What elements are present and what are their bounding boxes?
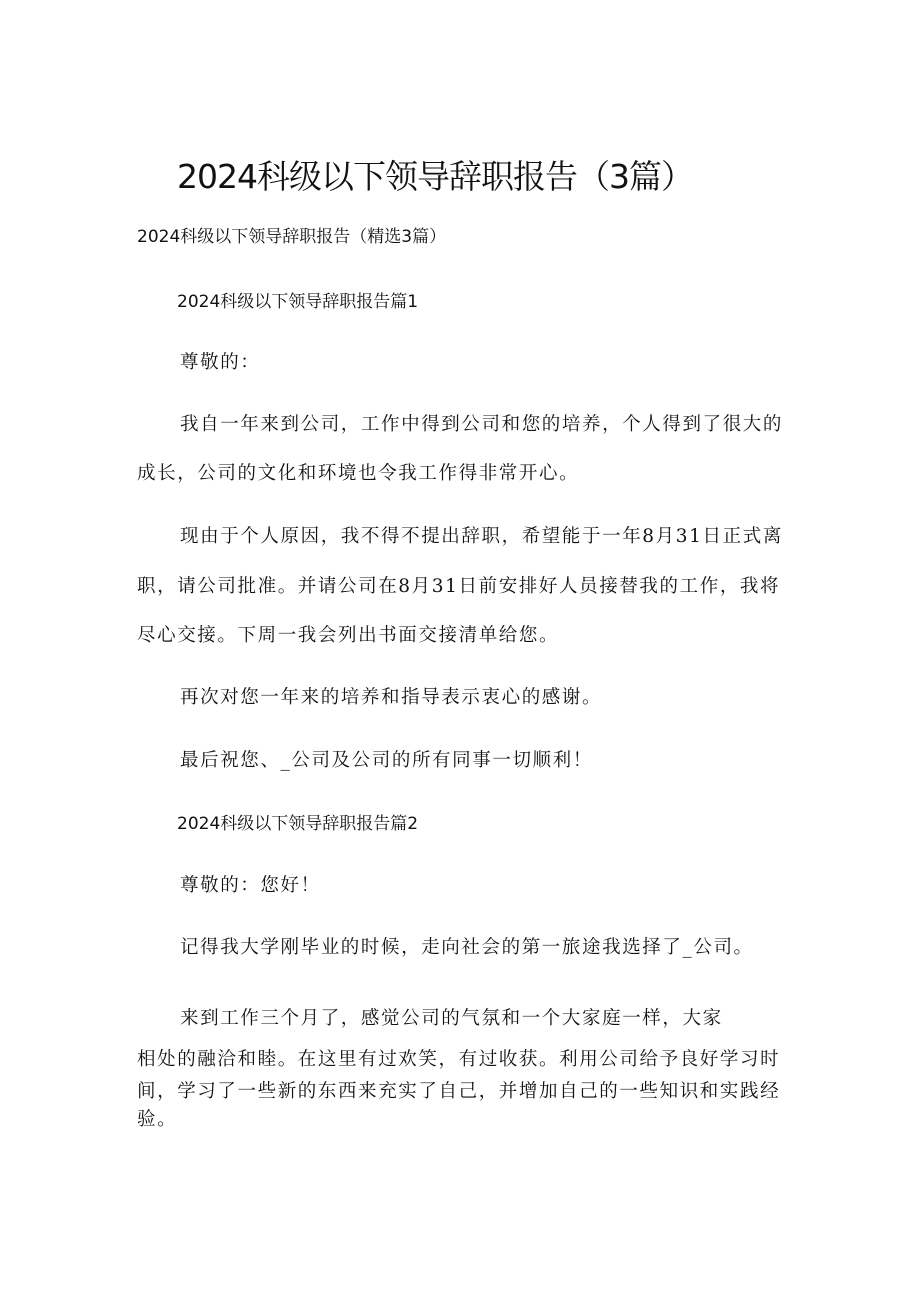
- paragraph-line: 验。: [137, 1109, 178, 1130]
- section-2-heading: 2024科级以下领导辞职报告篇2: [177, 814, 419, 834]
- paragraph-line: 间，学习了一些新的东西来充实了自己，并增加自己的一些知识和实践经: [137, 1081, 781, 1102]
- paragraph-line: 成长，公司的文化和环境也令我工作得非常开心。: [137, 463, 580, 484]
- section-2-salutation: 尊敬的：您好！: [180, 875, 321, 896]
- paragraph-line: 我自一年来到公司，工作中得到公司和您的培养，个人得到了很大的: [180, 414, 784, 435]
- paragraph-line: 现由于个人原因，我不得不提出辞职，希望能于一年8月31日正式离: [180, 526, 783, 547]
- paragraph-line: 尽心交接。下周一我会列出书面交接清单给您。: [137, 625, 560, 646]
- section-1-salutation: 尊敬的：: [180, 352, 261, 373]
- document-subtitle: 2024科级以下领导辞职报告（精选3篇）: [137, 227, 447, 247]
- paragraph-line: 再次对您一年来的培养和指导表示衷心的感谢。: [180, 687, 603, 708]
- section-1-heading: 2024科级以下领导辞职报告篇1: [177, 292, 419, 312]
- paragraph-line: 最后祝您、_公司及公司的所有同事一切顺利！: [180, 750, 593, 771]
- paragraph-line: 相处的融洽和睦。在这里有过欢笑，有过收获。利用公司给予良好学习时: [137, 1049, 781, 1070]
- document-title: 2024科级以下领导辞职报告（3篇）: [177, 157, 693, 196]
- paragraph-line: 来到工作三个月了，感觉公司的气氛和一个大家庭一样，大家: [180, 1008, 723, 1029]
- paragraph-line: 记得我大学刚毕业的时候，走向社会的第一旅途我选择了_公司。: [180, 937, 754, 958]
- paragraph-line: 职，请公司批准。并请公司在8月31日前安排好人员接替我的工作，我将: [137, 576, 781, 597]
